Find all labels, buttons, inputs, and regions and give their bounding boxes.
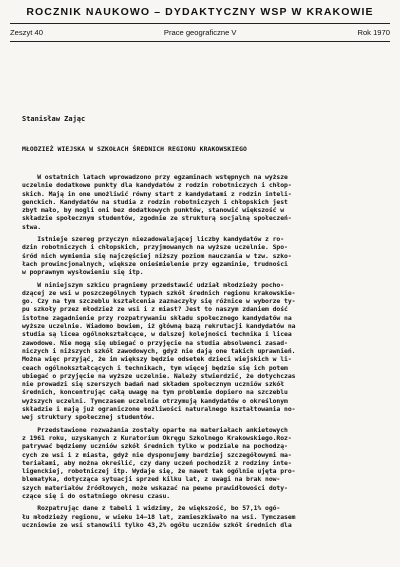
text-line: czące się i do ostatniego okresu czasu. — [22, 491, 171, 500]
text-line: dzącej ze wsi w poszczególnych typach szkół średnich regionu krakowskie- — [22, 288, 296, 297]
article-body — [22, 173, 386, 529]
text-line: łach prowincjonalnych, większe onieśmielenie przy egzaminie, trudności — [22, 259, 288, 268]
publication-year: Rok 1970 — [357, 28, 390, 37]
text-line: Można więc przyjąć, że im większy będzie odsetek dzieci wiejskich w li- — [22, 355, 292, 364]
text-line: uczelnie dodatkowe punkty dla kandydatów z rodzin robotniczych i chłop- — [22, 181, 292, 190]
text-line: z 1961 roku, uzyskanych z Kuratorium Okręgu Szkolnego Krakowskiego.Roz- — [22, 433, 292, 442]
text-line: dzin robotniczych i chłopskich, przyjmowanych na wyższe uczelnie. Spo- — [22, 243, 288, 252]
text-line: W ostatnich latach wprowadzono przy egzaminach wstępnych na wyższe — [22, 173, 288, 181]
text-line: go. Czy na tym szczeblu kształcenia zaznaczyły się różnice w wyborze ty- — [22, 297, 296, 306]
text-line: skich. Mają in one umożliwić równy start z kandydatami z rodzin inteli- — [22, 189, 292, 198]
text-line: w poprawnym wysłowieniu się itp. — [22, 268, 144, 277]
text-line: zawodowe. Nie mogą się ubiegać o przyjęcie na studia absolwenci zasad- — [22, 338, 288, 347]
header-rule-top — [10, 23, 390, 24]
text-line: niczych i niższych szkół zawodowych, gdyż nie dają one takich uprawnień. — [22, 346, 296, 355]
text-line: składzie społecznym studentów, zgodnie ze strukturą socjalną społeczeń- — [22, 214, 292, 223]
header-rule-bottom — [10, 41, 390, 42]
text-line: uczniowie ze wsi stanowili tylko 43,2% ogółu uczniów szkół średnich dla — [22, 520, 292, 529]
text-line: Rozpatrując dane z tabeli 1 widzimy, że większość, bo 57,1% ogó- — [22, 504, 281, 513]
paragraph — [22, 173, 386, 231]
text-line: składzie i mają już ograniczone możliwości naturalnego kształtowania no- — [22, 405, 296, 414]
text-line: nie prowadzi się szerszych badań nad składem społecznym uczniów szkół — [22, 380, 285, 389]
paragraph — [22, 426, 386, 501]
text-line: łu młodzieży regionu, w wieku 14–18 lat, zamieszkiwało na wsi. Tymczasem — [22, 512, 296, 521]
text-line: studia są licea ogólnokształcące, w dalszej kolejności technika i licea — [22, 330, 292, 339]
text-line: wej struktury społecznej studentów. — [22, 413, 155, 422]
article-title: MŁODZIEŻ WIEJSKA W SZKOŁACH ŚREDNICH REGIONU KRAKOWSKIEGO — [22, 145, 248, 153]
journal-title: ROCZNIK NAUKOWO – DYDAKTYCZNY WSP W KRAKOWIE — [26, 6, 374, 18]
article-author: Stanisław Zając — [22, 115, 86, 123]
text-line: genckich. Kandydatów na studia z rodzin robotniczych i chłopskich jest — [22, 197, 288, 206]
text-line: stwa. — [22, 222, 41, 231]
text-line: wyższe uczelnie. Wiadomo bowiem, iż główną bazą rekrutacji kandydatów na — [22, 322, 296, 331]
text-line: blematyka, dotycząca sytuacji sprzed kilku lat, z uwagi na brak now- — [22, 475, 281, 484]
text-line: W niniejszym szkicu pragniemy przedstawić udział młodzieży pocho- — [22, 280, 285, 289]
text-line: istotne zagadnienie przy rozpatrywaniu składu społecznego kandydatów na — [22, 313, 292, 322]
text-line: pu szkoły przez młodzież ze wsi i z miast? Jest to naszym zdaniem dość — [22, 305, 288, 314]
text-line: patrywać będziemy uczniów szkół średnich tylko w podziale na pochodzą- — [22, 442, 288, 451]
series-name: Prace geograficzne V — [163, 28, 237, 37]
text-line: zbyt mało, by mogli oni bez dodatkowych punktów, stanowić większość w — [22, 206, 285, 215]
text-line: śród nich wymienia się najczęściej niższy poziom nauczania w tzw. szko- — [22, 251, 292, 260]
header-meta — [10, 28, 390, 37]
text-line: wyższych uczelni. Tymczasem uczelnie otrzymują kandydatów o określonym — [22, 396, 288, 405]
paragraph — [22, 235, 386, 276]
paragraph — [22, 504, 386, 529]
issue-number: Zeszyt 40 — [10, 28, 43, 37]
text-line: Przedstawione rozważania zostały oparte na materiałach ankietowych — [22, 425, 288, 434]
text-line: ubiegać o przyjęcie na wyższe uczelnie. Należy stwierdzić, że dotychczas — [22, 371, 296, 380]
paragraph — [22, 281, 386, 422]
text-line: cych ze wsi i z miasta, gdyż nie dysponujemy bardziej szczegółowymi ma- — [22, 450, 292, 459]
text-line: średnich, koncentrując całą uwagę na tym problemie dopiero na szczeblu — [22, 388, 288, 397]
text-line: ceach ogólnokształcących i technikach, tym więcej będzie się ich potem — [22, 363, 288, 372]
text-line: Istnieje szereg przyczyn niezadowalającej liczby kandydatów z ro- — [22, 235, 285, 244]
text-line: ligenckiej, robotniczej itp. Wydaje się, że nawet tak ogólnie ujęta pro- — [22, 467, 296, 476]
text-line: szych materiałów źródłowych, może wskazać na pewne prawidłowości doty- — [22, 483, 288, 492]
text-line: teriałami, aby można określić, czy dany uczeń pochodził z rodziny inte- — [22, 458, 292, 467]
